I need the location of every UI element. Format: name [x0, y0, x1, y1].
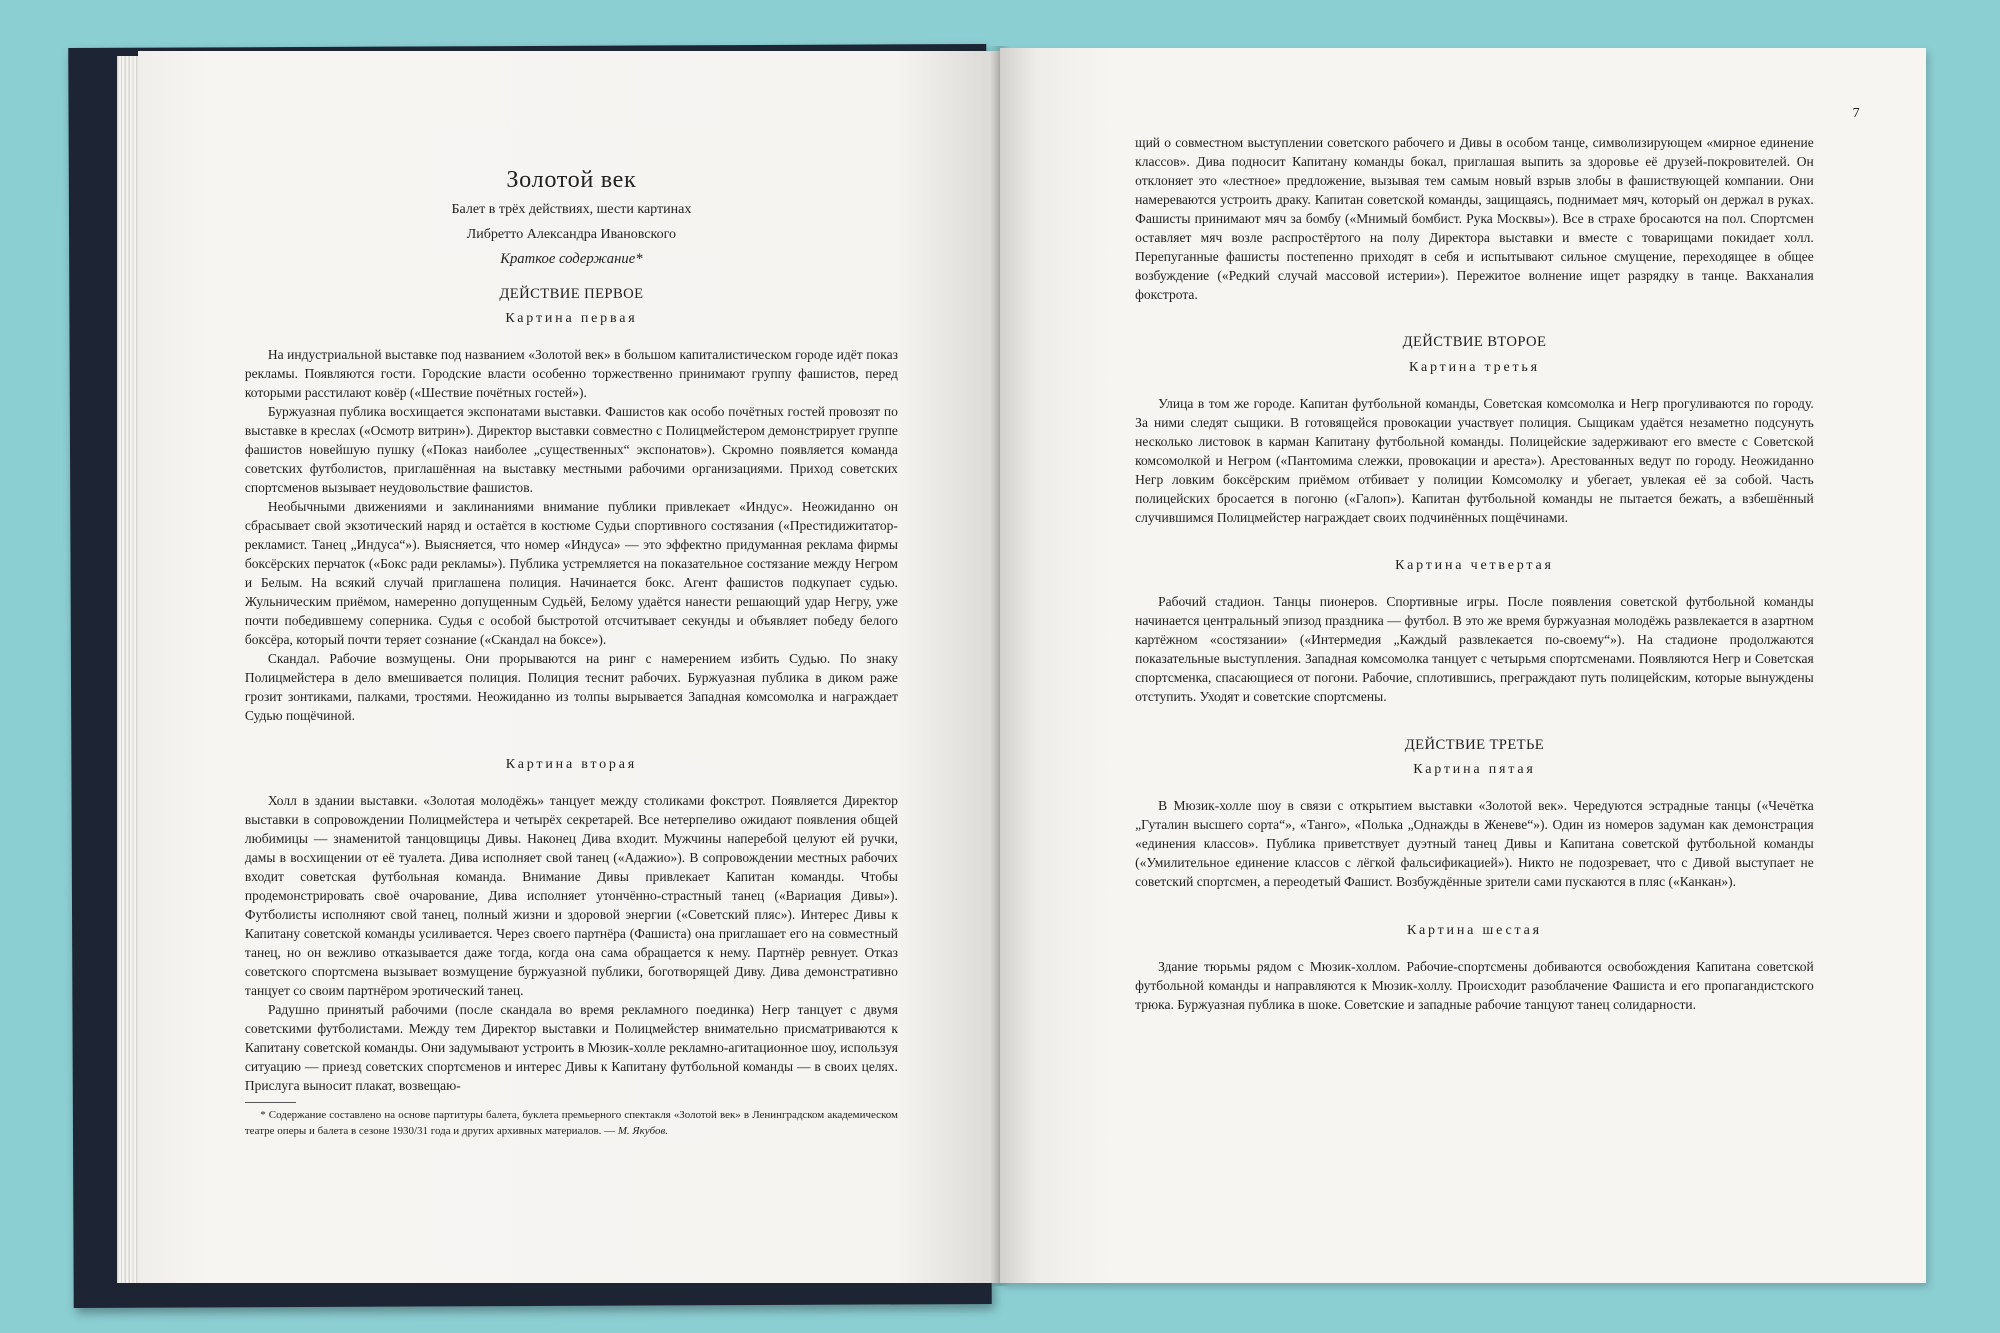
right-page [1000, 48, 1926, 1283]
left-page-content [245, 166, 898, 1139]
scene-five-heading: Картина пятая [1413, 761, 1536, 778]
left-page [138, 51, 1000, 1283]
footnote-rule [245, 1102, 296, 1103]
scene-one-paragraph: Буржуазная публика восхищается экспонатами выставки. Фашистов как особо почётных гостей провозят по выставке в креслах («Осмотр витрин»). Директор выставки совместно с Полицмейстером демонстрирует группе фашистов новейшую пушку («Показ наиболее „существенных“ экспонатов»). Скромно появляется команда советских футболистов, приглашённая на выставку местными рабочими организациями. Приход советских спортсменов вызывает неудовольствие фашистов. [244, 404, 898, 496]
scene-six-heading: Картина шестая [1407, 921, 1542, 938]
footnote-text: * Содержание составлено на основе партитуры балета, буклета премьерного спектакля «Золотой век» в Ленинградском академическом театре оперы и балета в сезоне 1930/31 года и других архивных материалов. — [244, 1109, 898, 1137]
scene-one-paragraph: Скандал. Рабочие возмущены. Они прорываются на ринг с намерением избить Судью. По знаку Полицмейстера в дело вмешивается полиция. Полиция теснит рабочих. Буржуазная публика в диком раже грозит зонтиками, палками, тростями. Неожиданно из толпы вырывается Западная комсомолка и награждает Судью пощёчиной. [244, 651, 898, 724]
ballet-subtitle: Балет в трёх действиях, шести картинах [451, 201, 692, 218]
scene-five-paragraph: В Мюзик-холле шоу в связи с открытием выставки «Золотой век». Чередуются эстрадные танцы («Чечётка „Гуталин высшего сорта“», «Танго», «Полька „Однажды в Женеве“»). Один из номеров задуман как демонстрация «единения классов». Публика приветствует дуэтный танец Дивы и Капитана советской футбольной команды («Умилительное единение классов с лёгкой фальсификацией»). Никто не подозревает, что с Дивой выступает не советский спортсмен, а переодетый Фашист. Возбуждённые зрители сами пускаются в пляс («Канкан»). [1135, 798, 1814, 890]
continuation-paragraph: щий о совместном выступлении советского рабочего и Дивы в особом танце, символизирующем «мирное единение классов». Дива подносит Капитану команды бокал, приглашая выпить за здоровье её друзей-покровителей. Он отклоняет это «лестное» предложение, вызывая тем самым новый взрыв злобы в фашиствующей компании. Они намереваются устроить драку. Капитан советской команды, защищаясь, поднимает мяч, который он держал в руках. Фашисты принимают мяч за бомбу («Мнимый бомбист. Рука Москвы»). Все в страхе бросаются на пол. Спортсмен оставляет мяч возле распростёртого на полу Директора выставки и вместе с товарищами покидает холл. Перепуганные фашисты постепенно приходят в себя и испытывают сильное смущение, переходящее в общее возбуждение («Редкий случай массовой истерии»). Пережитое волнение ищет разрядку в танце. Вакханалия фокстрота. [1135, 134, 1814, 302]
scene-two-paragraph: Радушно принятый рабочими (после скандала во время рекламного поединка) Негр танцует с двумя советскими футболистами. Между тем Директор выставки и Полицмейстер внимательно присматриваются к Капитану советской команды. Они задумывают устроить в Мюзик-холле рекламно-агитационное шоу, используя ситуацию — приезд советских спортсменов и интерес Дивы к Капитану футбольной команды — в своих целях. Прислуга выносит плакат, возвещаю- [244, 1001, 898, 1093]
footnote-author: М. Якубов. [617, 1124, 668, 1137]
scene-three-paragraph: Улица в том же городе. Капитан футбольной команды, Советская комсомолка и Негр прогуливаются по городу. За ними следят сыщики. В готовящейся провокации участвует полиция. Сыщикам удаётся незаметно подсунуть несколько листовок в карман Капитану футбольной команды. Полицейские задерживают его вместе с Советской комсомолкой и Негром («Пантомима слежки, провокации и ареста»). Арестованных ведут по городу. Неожиданно Негр ловким боксёрским приёмом отбивает у полиции Комсомолку и убегает, увлекая её за собой. Часть полицейских бросается в погоню («Галоп»). Капитан футбольной команды не пытается бежать, а взбешённый случившимся Полицмейстер награждает своих подчинённых пощёчинами. [1135, 395, 1814, 525]
act-three-heading: ДЕЙСТВИЕ ТРЕТЬЕ [1404, 736, 1545, 753]
scene-two-paragraph: Холл в здании выставки. «Золотая молодёжь» танцует между столиками фокстрот. Появляется Директор выставки в сопровождении Полицмейстера и четырёх секретарей. Все нетерпеливо ожидают появления общей любимицы — знаменитой танцовщицы Дивы. Наконец Дива входит. Мужчины наперебой целуют ей ручки, дамы в восхищении от её туалета. Дива исполняет свой танец («Адажио»). В сопровождении местных рабочих входит советская футбольная команда. Внимание Дивы привлекает Капитан команды. Чтобы продемонстрировать своё очарование, Дива исполняет утончённо-страстный танец («Вариация Дивы»). Футболисты исполняют свой танец, полный жизни и здоровой энергии («Советский пляс»). Интерес Дивы к Капитану советской команды усиливается. Через своего партнёра (Фашиста) она приглашает его на совместный танец, но он вежливо отказывается даже тогда, когда она сама обращается к нему. Партнёр ревнует. Отказ советского спортсмена вызывает возмущение буржуазной публики, боготворящей Диву. Дива демонстративно танцует со своим партнёром эротический танец. [244, 792, 898, 998]
page-number: 7 [1852, 104, 1860, 121]
right-page-content [1135, 133, 1814, 1014]
libretto-credit: Либретто Александра Ивановского [466, 226, 677, 243]
scene-six-paragraph: Здание тюрьмы рядом с Мюзик-холлом. Рабочие-спортсмены добиваются освобождения Капитана советской футбольной команды и направляются к Мюзик-холлу. Происходит разоблачение Фашиста и его пропагандистского трюка. Буржуазная публика в шоке. Советские и западные рабочие танцуют танец солидарности. [1135, 958, 1814, 1012]
act-two-heading: ДЕЙСТВИЕ ВТОРОЕ [1402, 334, 1547, 351]
scene-four-heading: Картина четвертая [1395, 557, 1554, 574]
scene-one-heading: Картина первая [505, 310, 638, 327]
scene-one-paragraph: На индустриальной выставке под названием «Золотой век» в большом капиталистическом городе идёт показ рекламы. Появляются гости. Городские власти особенно торжественно принимают группу фашистов, перед которыми расстилают ковёр («Шествие почётных гостей»). [244, 347, 898, 401]
ballet-title: Золотой век [506, 165, 637, 193]
scene-two-heading: Картина вторая [505, 755, 638, 772]
act-one-heading: ДЕЙСТВИЕ ПЕРВОЕ [499, 285, 644, 302]
scene-three-heading: Картина третья [1409, 358, 1540, 375]
scene-four-paragraph: Рабочий стадион. Танцы пионеров. Спортивные игры. После появления советской футбольной команды начинается центральный эпизод праздника — футбол. В это же время буржуазная молодёжь развлекается в азартном картёжном «состязании» («Интермедия „Каждый развлекается по-своему“»). На стадионе продолжаются показательные выступления. Западная комсомолка танцует с четырьмя спортсменами. Появляются Негр и Советская спортсменка, спасающиеся от погони. Рабочие, сплотившись, преграждают путь полицейским, которые вынуждены отступить. Уходят и советские спортсмены. [1135, 594, 1814, 705]
scene-one-paragraph: Необычными движениями и заклинаниями внимание публики привлекает «Индус». Неожиданно он сбрасывает свой экзотический наряд и остаётся в костюме Судьи спортивного состязания («Престидижитатор-рекламист. Танец „Индуса“»). Выясняется, что номер «Индуса» — это эффектно придуманная реклама фирмы боксёрских перчаток («Бокс ради рекламы»). Публика устремляется на показательное состязание между Негром и Белым. На всякий случай приглашена полиция. Начинается бокс. Агент фашистов подкупает судью. Жульническим приёмом, намеренно допущенным Судьёй, Белому удаётся нанести решающий удар Негру, уже почти победившему соперника. Судья с особой быстротой отсчитывает секунды и объявляет победу белого боксёра, который почти теряет сознание («Скандал на боксе»). [244, 499, 898, 648]
footnote [245, 1108, 898, 1139]
summary-heading: Краткое содержание* [500, 250, 643, 267]
